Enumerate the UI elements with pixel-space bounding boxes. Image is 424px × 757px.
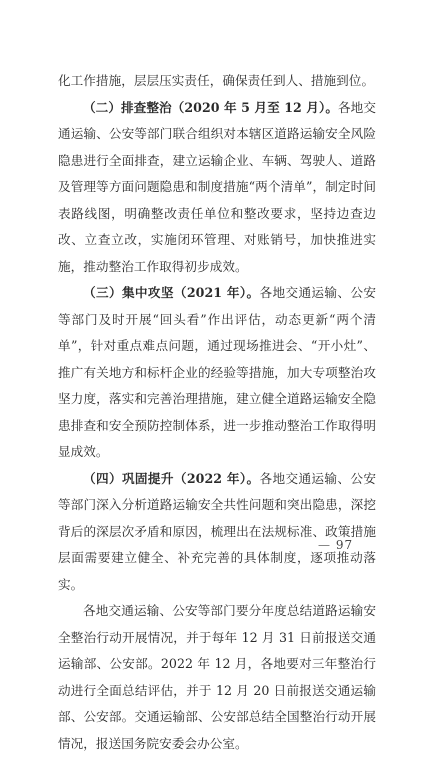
paragraph-1-text: 化工作措施，层层压实责任，确保责任到人、措施到位。	[58, 73, 375, 88]
paragraph-5-text: 各地交通运输、公安等部门要分年度总结道路运输安全整治行动开展情况，并于每年 12 月 31 日前报送交通运输部、公安部。2022 年 12 月，各地要对三年整治行动进行全面总结评估，并于 12 月 20 日前报送交通运输部、公安部。交通运输部、公安部总结全国整治行动开展情况，报送国务院安委会办公室。	[58, 603, 376, 751]
paragraph-5	[58, 598, 376, 757]
paragraph-2	[58, 95, 376, 281]
paragraph-4-heading: （四）巩固提升（2022 年）。	[83, 470, 260, 486]
paragraph-2-text: 各地交通运输、公安等部门联合组织对本辖区道路运输安全风险隐患进行全面排查，建立运输企业、车辆、驾驶人、道路及管理等方面问题隐患和制度措施“两个清单”，制定时间表路线图，明确整改责任单位和整改要求，坚持边查边改、立查立改，实施闭环管理、对账销号，加快推进实施，推动整治工作取得初步成效。	[58, 99, 376, 274]
paragraph-4	[58, 466, 376, 599]
page-number-dash: —	[318, 538, 331, 552]
paragraph-3-text: 各地交通运输、公安等部门及时开展“回头看”作出评估，动态更新“两个清单”，针对重点难点问题，通过现场推进会、“开小灶”、推广有关地方和标杆企业的经验等措施，加大专项整治攻坚力度，落实和完善治理措施，建立健全道路运输安全隐患排查和安全预防控制体系，进一步推动整治工作取得明显成效。	[58, 285, 377, 459]
paragraph-2-heading: （二）排查整治（2020 年 5 月至 12 月）。	[83, 99, 339, 115]
paragraph-3-heading: （三）集中攻坚（2021 年）。	[83, 285, 260, 300]
paragraph-1	[58, 68, 376, 95]
document-body	[58, 68, 376, 757]
page-number	[318, 538, 353, 552]
paragraph-4-text: 各地交通运输、公安等部门深入分析道路运输安全共性问题和突出隐患，深挖背后的深层次矛盾和原因，梳理出在法规标准、政策措施层面需要建立健全、补充完善的具体制度，逐项推动落实。	[58, 470, 377, 592]
page-number-value: 97	[335, 538, 354, 552]
paragraph-3	[58, 280, 376, 466]
